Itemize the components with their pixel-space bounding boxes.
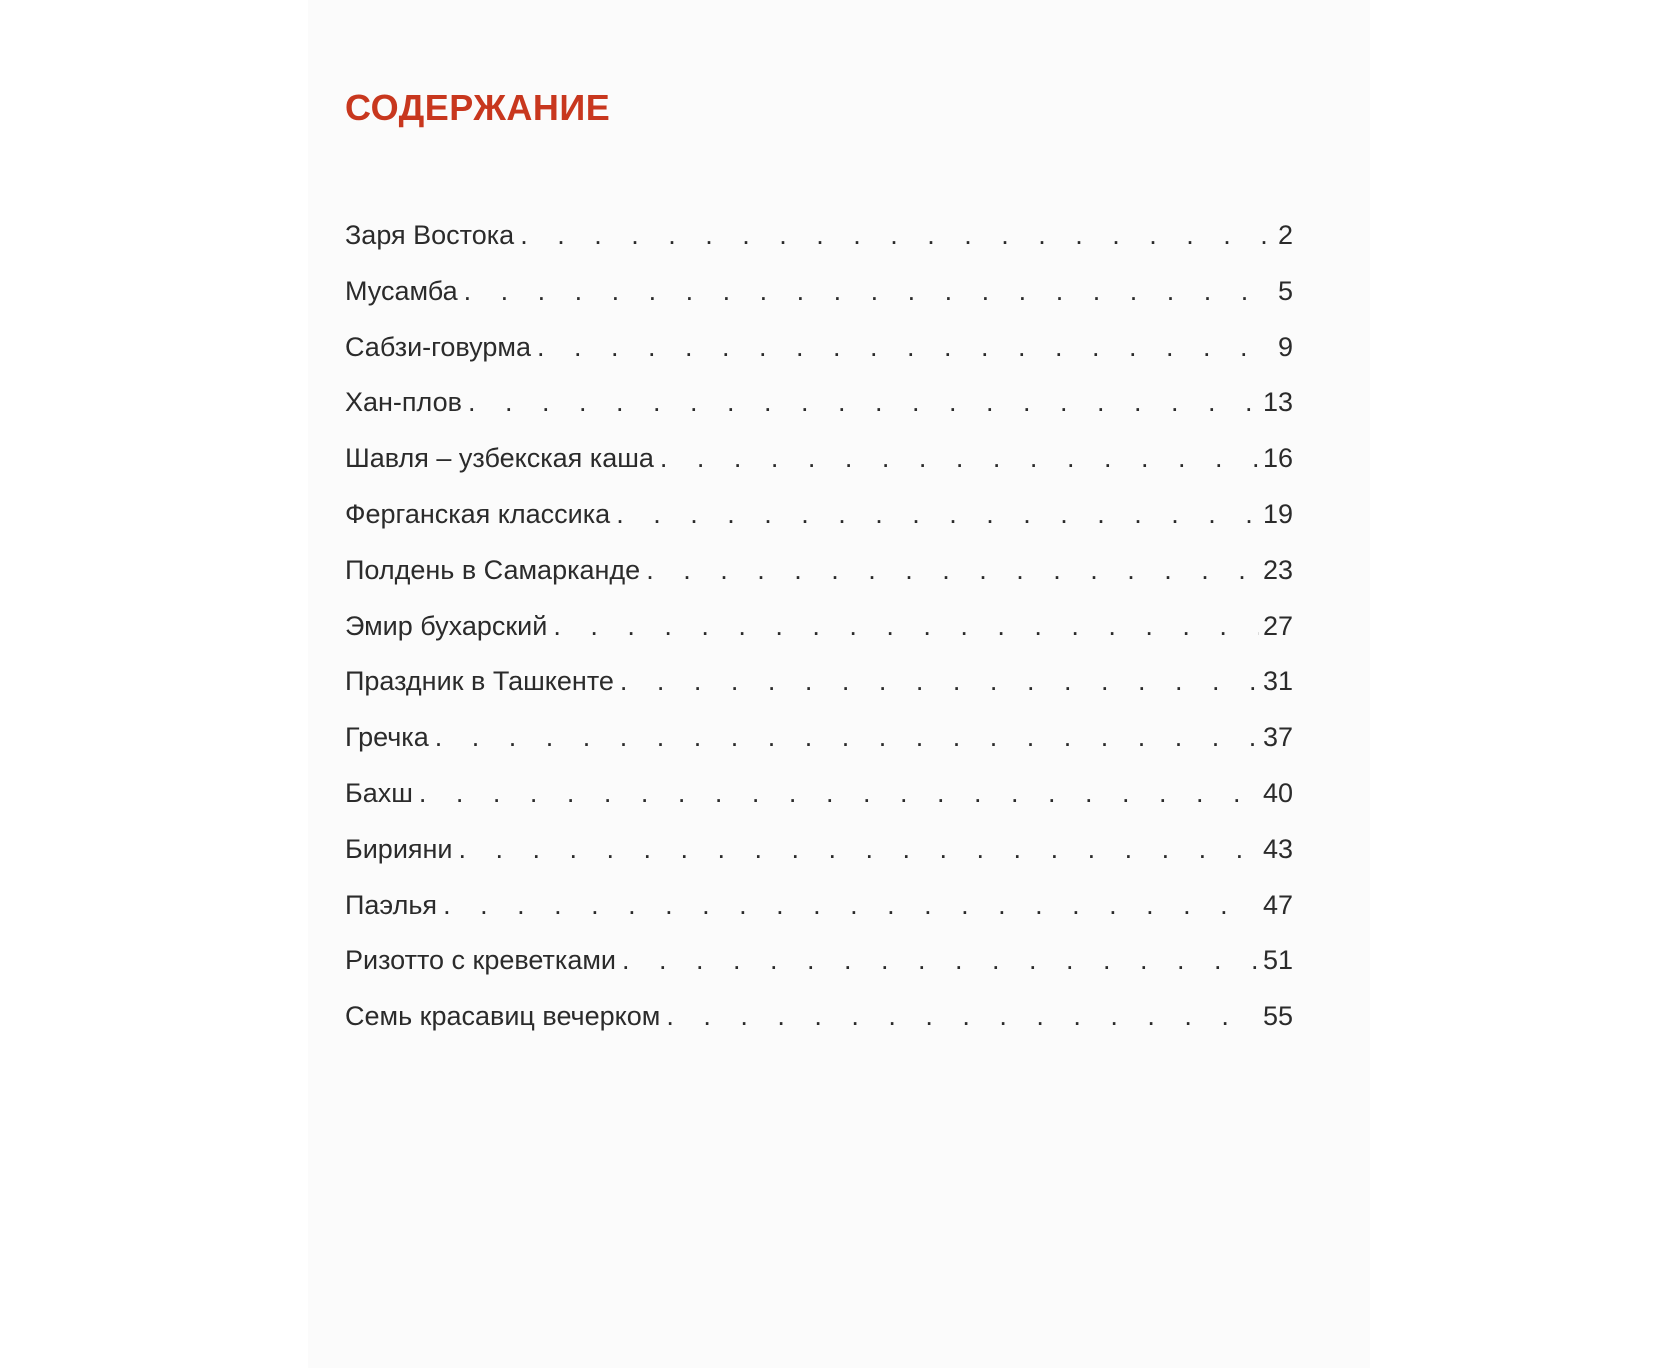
toc-entry-page: 37 <box>1262 722 1293 753</box>
toc-entry-title: Семь красавиц вечерком <box>345 1001 661 1032</box>
toc-entry-title: Бирияни <box>345 833 453 864</box>
toc-entry-title: Бахш <box>345 777 413 808</box>
toc-entry <box>345 778 1293 834</box>
dot-leader <box>429 722 1259 753</box>
toc-entry-title: Хан-плов <box>345 387 462 418</box>
toc-entry-title: Шавля – узбекская каша <box>345 443 654 474</box>
toc-entry <box>345 666 1293 722</box>
toc-entry-title: Ферганская классика <box>345 498 611 529</box>
toc-entry-page: 13 <box>1262 387 1293 418</box>
toc-entry <box>345 332 1293 388</box>
toc-entry-title: Заря Востока <box>345 220 515 250</box>
toc-entry-title: Паэлья <box>345 889 438 920</box>
toc-entry <box>345 387 1293 443</box>
dot-leader <box>660 1001 1259 1032</box>
toc-entry-page: 16 <box>1262 443 1293 474</box>
dot-leader <box>437 890 1259 921</box>
toc-entry-page: 2 <box>1277 220 1293 250</box>
toc-entry-page: 51 <box>1262 945 1293 976</box>
table-of-contents <box>345 220 1293 1057</box>
dot-leader <box>531 332 1274 363</box>
toc-entry <box>345 722 1293 778</box>
toc-entry <box>345 1001 1293 1057</box>
toc-entry-page: 31 <box>1262 666 1293 697</box>
toc-entry-page: 19 <box>1262 498 1293 529</box>
dot-leader <box>654 443 1259 474</box>
dot-leader <box>453 834 1259 865</box>
toc-entry-title: Праздник в Ташкенте <box>345 666 614 697</box>
toc-entry-title: Сабзи-говурма <box>345 331 531 362</box>
toc-entry-page: 23 <box>1262 554 1293 585</box>
dot-leader <box>458 276 1274 307</box>
toc-entry-page: 9 <box>1277 331 1293 362</box>
dot-leader <box>610 499 1259 530</box>
toc-entry <box>345 945 1293 1001</box>
toc-entry <box>345 890 1293 946</box>
dot-leader <box>640 555 1259 586</box>
toc-entry <box>345 443 1293 499</box>
dot-leader <box>462 387 1259 418</box>
toc-entry-page: 47 <box>1262 889 1293 920</box>
toc-entry-page: 55 <box>1262 1001 1293 1032</box>
toc-entry-title: Полдень в Самарканде <box>345 554 641 585</box>
toc-entry-title: Эмир бухарский <box>345 610 548 641</box>
toc-entry <box>345 220 1293 276</box>
dot-leader <box>514 220 1274 251</box>
toc-entry-page: 5 <box>1277 275 1293 306</box>
toc-entry-page: 43 <box>1262 833 1293 864</box>
dot-leader <box>616 945 1259 976</box>
toc-entry <box>345 276 1293 332</box>
toc-entry <box>345 499 1293 555</box>
toc-entry-title: Ризотто с креветками <box>345 945 616 976</box>
toc-entry <box>345 834 1293 890</box>
toc-entry-page: 40 <box>1262 777 1293 808</box>
toc-entry-title: Гречка <box>345 722 429 753</box>
dot-leader <box>547 611 1259 642</box>
toc-entry-page: 27 <box>1262 610 1293 641</box>
dot-leader <box>614 666 1259 697</box>
dot-leader <box>413 778 1259 809</box>
toc-entry-title: Мусамба <box>345 275 458 306</box>
toc-entry <box>345 555 1293 611</box>
page-title: СОДЕРЖАНИЕ <box>345 87 611 128</box>
toc-entry <box>345 611 1293 667</box>
